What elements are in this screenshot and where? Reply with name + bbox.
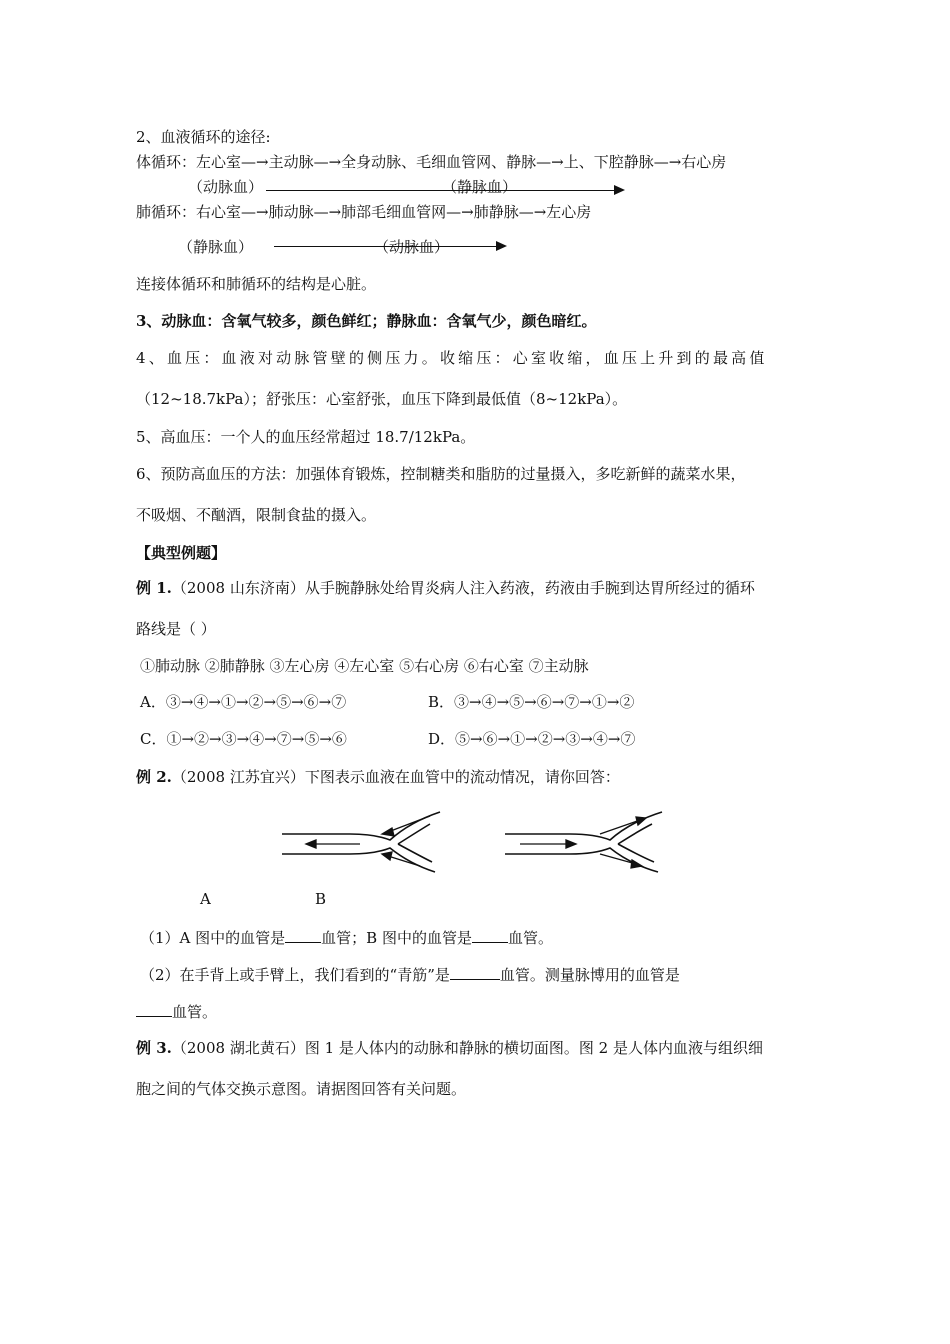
- vessel-a-flow-arrows: [306, 816, 430, 866]
- section2-title: 2、血液循环的途径:: [136, 128, 271, 146]
- ex1-option-b: B．③→④→⑤→⑥→⑦→①→②: [428, 693, 635, 711]
- blank-3[interactable]: [450, 963, 500, 980]
- ex2-line1: [136, 767, 620, 787]
- ex1-option-d: D．⑤→⑥→①→②→③→④→⑦: [428, 730, 636, 748]
- ex1-line1: [136, 578, 755, 598]
- ex2-label: 例 2.: [136, 768, 172, 786]
- section3-text: 3、动脉血：含氧气较多，颜色鲜红；静脉血：含氧气少，颜色暗红。: [136, 312, 597, 330]
- section5-text: 5、高血压：一个人的血压经常超过 18.7/12kPa。: [136, 428, 476, 446]
- ex2-q1-part1: （1）A 图中的血管是: [140, 929, 286, 947]
- section4-line1: 4、血压：血液对动脉管壁的侧压力。收缩压：心室收缩，血压上升到的最高值: [136, 349, 768, 367]
- pulmonary-circulation: 肺循环：右心室—→肺动脉—→肺部毛细血管网—→肺静脉—→左心房: [136, 203, 592, 221]
- section6-line2: 不吸烟、不酗酒，限制食盐的摄入。: [136, 506, 377, 524]
- section6-line1: 6、预防高血压的方法：加强体育锻炼，控制糖类和脂肪的过量摄入，多吃新鲜的蔬菜水果，: [136, 465, 746, 483]
- ex3-text: （2008 湖北黄石）图 1 是人体内的动脉和静脉的横切面图。图 2 是人体内血液与组织细: [171, 1039, 763, 1057]
- ex1-text: （2008 山东济南）从手腕静脉处给胃炎病人注入药液，药液由手腕到达胃所经过的循环: [171, 579, 755, 597]
- systemic-circulation: 体循环：左心室—→主动脉—→全身动脉、毛细血管网、静脉—→上、下腔静脉—→右心房: [136, 153, 727, 171]
- blank-4[interactable]: [136, 1000, 172, 1017]
- examples-heading: 【典型例题】: [136, 544, 227, 562]
- systemic-to-label: （静脉血）: [442, 178, 518, 196]
- ex2-question1: [140, 926, 553, 948]
- blank-2[interactable]: [472, 926, 508, 943]
- ex1-option-c: C．①→②→③→④→⑦→⑤→⑥: [140, 730, 347, 748]
- ex2-question2: [140, 963, 680, 985]
- section4-line2: （12~18.7kPa）；舒张压：心室舒张，血压下降到最低值（8~12kPa）。: [136, 390, 628, 408]
- systemic-from-label: （动脉血）: [188, 178, 264, 196]
- ex1-items: ①肺动脉 ②肺静脉 ③左心房 ④左心室 ⑤右心房 ⑥右心室 ⑦主动脉: [140, 657, 589, 675]
- ex2-q1-part3: 血管。: [507, 929, 553, 947]
- pulmonary-arrow-head: [496, 241, 507, 251]
- ex2-q2-part1: （2）在手背上或手臂上，我们看到的“青筋”是: [140, 966, 450, 984]
- ex1-label: 例 1.: [136, 579, 172, 597]
- ex2-q2-part2: 血管。测量脉博用的血管是: [499, 966, 680, 984]
- ex3-line2: 胞之间的气体交换示意图。请据图回答有关问题。: [136, 1080, 467, 1098]
- ex3-label: 例 3.: [136, 1039, 172, 1057]
- blood-vessel-figure: [270, 800, 670, 880]
- ex2-question2-cont: [136, 1000, 217, 1022]
- ex1-option-a: A．③→④→①→②→⑤→⑥→⑦: [140, 693, 347, 711]
- pulmonary-from-label: （静脉血）: [178, 238, 254, 256]
- ex2-q1-part2: 血管；B 图中的血管是: [321, 929, 472, 947]
- vessel-b-flow-arrows: [520, 817, 646, 868]
- figure-label-a: A: [200, 890, 211, 908]
- ex2-q2-part3: 血管。: [172, 1003, 218, 1021]
- blank-1[interactable]: [285, 926, 321, 943]
- connect-statement: 连接体循环和肺循环的结构是心脏。: [136, 275, 377, 293]
- figure-label-b: B: [315, 890, 327, 908]
- ex3-line1: [136, 1038, 763, 1058]
- ex1-line2: 路线是（ ）: [136, 620, 216, 638]
- ex2-text: （2008 江苏宜兴）下图表示血液在血管中的流动情况，请你回答：: [171, 768, 620, 786]
- pulmonary-to-label: （动脉血）: [374, 238, 450, 256]
- systemic-arrow-head: [614, 185, 625, 195]
- systemic-arrow-line: [266, 190, 616, 191]
